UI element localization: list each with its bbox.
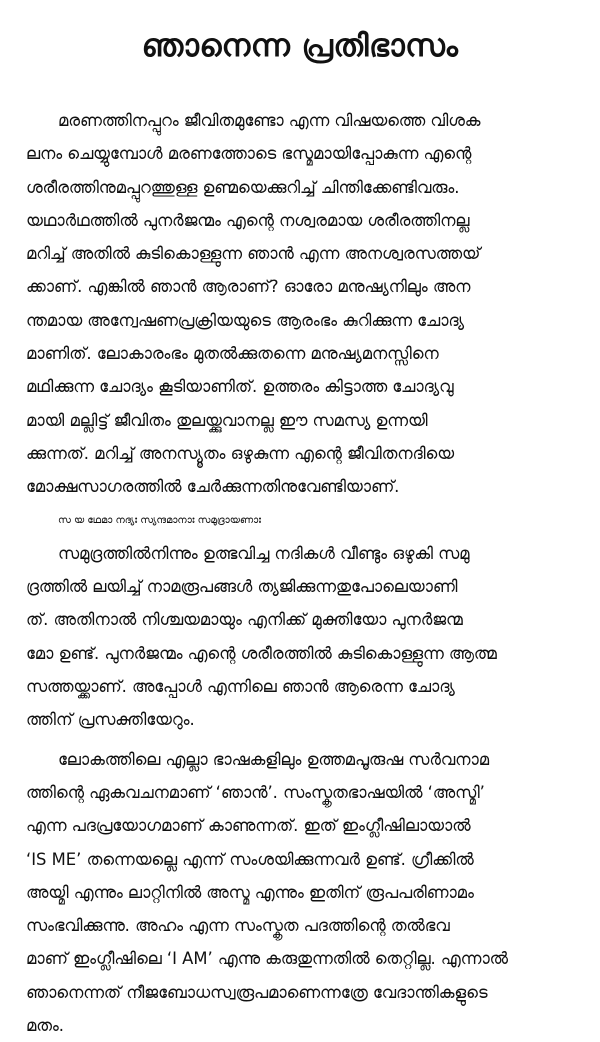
text-line: സത്തയ്ക്കാണ്. അപ്പോൾ എന്നിലെ ഞാൻ ആരെന്ന ചോദ്യ bbox=[26, 677, 455, 697]
text-line: ത്. അതിനാൽ നിശ്ചയമായും എനിക്ക് മുക്തിയോ പുനർജന്മ bbox=[26, 610, 463, 630]
paragraph-2 bbox=[26, 537, 574, 737]
text-line: ത്തിന് പ്രസക്തിയേറും. bbox=[26, 710, 195, 730]
text-line: മോക്ഷസാഗരത്തിൽ ചേർക്കുന്നതിനുവേണ്ടിയാണ്. bbox=[26, 477, 400, 497]
text-line: മാണിത്. ലോകാരംഭം മുതൽക്കുതന്നെ മനുഷ്യമനസ്സിനെ bbox=[26, 344, 439, 364]
text-line: അയ്മി എന്നും ലാറ്റിനിൽ അസ്മ എന്നും ഇതിന് രൂപപരിണാമം bbox=[26, 882, 474, 902]
text-line: ദ്രത്തിൽ ലയിച്ച് നാമരൂപങ്ങൾ ത്യജിക്കുന്നതുപോലെയാണി bbox=[26, 577, 458, 597]
text-line: മറിച്ച് അതിൽ കുടികൊള്ളുന്ന ഞാൻ എന്ന അനശ്വരസത്തയ് bbox=[26, 244, 481, 264]
text-line: ലനം ചെയ്യുമ്പോൾ മരണത്തോടെ ഭസ്മമായിപ്പോകുന്ന എന്റെ bbox=[26, 144, 472, 164]
text-line: ‘IS ME’ തന്നെയല്ലെ എന്ന് സംശയിക്കുന്നവർ ഉണ്ട്. ഗ്രീക്കിൽ bbox=[26, 849, 474, 869]
article-body bbox=[26, 104, 574, 1042]
text-line: ഞാനെന്നത് നീജബോധസ്വരൂപമാണെന്നത്രേ വേദാന്തികളുടെ bbox=[26, 982, 488, 1002]
text-line: ന്തമായ അന്വേഷണപ്രക്രിയയുടെ ആരംഭം കുറിക്കുന്ന ചോദ്യ bbox=[26, 310, 465, 330]
text-line: മാണ് ഇംഗ്ലീഷിലെ ‘I AM’ എന്നു കരുതുന്നതിൽ തെറ്റില്ല. എന്നാൽ bbox=[26, 949, 508, 969]
text-line: യഥാർഥത്തിൽ പുനർജന്മം എന്റെ നശ്വരമായ ശരീരത്തിനല്ല bbox=[26, 210, 470, 230]
page-title: ഞാനെന്ന പ്രതിഭാസം bbox=[141, 28, 459, 64]
text-line: ക്കാണ്. എങ്കിൽ ഞാൻ ആരാണ്? ഓരോ മനുഷ്യനിലും അന bbox=[26, 277, 471, 297]
text-line: സമുദ്രത്തിൽനിന്നും ഉത്ഭവിച്ച നദികൾ വീണ്ടും ഒഴുകി സമു bbox=[58, 543, 470, 563]
text-line: മരണത്തിനപ്പുറം ജീവിതമുണ്ടോ എന്ന വിഷയത്തെ വിശക bbox=[58, 111, 481, 130]
text-line: മോ ഉണ്ട്. പുനർജന്മം എന്റെ ശരീരത്തിൽ കുടികൊള്ളുന്ന ആത്മ bbox=[26, 643, 497, 663]
paragraph-3 bbox=[26, 743, 574, 1042]
text-line: മതം. bbox=[26, 1016, 65, 1036]
text-line: സംഭവിക്കുന്നു. അഹം എന്ന സംസ്കൃത പദത്തിന്റെ തൽഭവ bbox=[26, 916, 450, 936]
text-line: ലോകത്തിലെ എല്ലാ ഭാഷകളിലും ഉത്തമപൂരുഷ സർവനാമ bbox=[58, 749, 489, 769]
text-line: എന്ന പദപ്രയോഗമാണ് കാണുന്നത്. ഇത് ഇംഗ്ലീഷിലായാൽ bbox=[26, 816, 471, 836]
text-line: മഥിക്കുന്ന ചോദ്യം കൂടിയാണിത്. ഉത്തരം കിട്ടാത്ത ചോദ്യവു bbox=[26, 377, 454, 397]
text-line: ത്തിന്റെ ഏകവചനമാണ് ‘ഞാൻ’. സംസ്കൃതഭാഷയിൽ ‘അസ്മി’ bbox=[26, 782, 485, 802]
text-line: മായി മല്ലിട്ട് ജീവിതം തുലയ്ക്കുവാനല്ല ഈ സമസ്യ ഉന്നയി bbox=[26, 410, 428, 430]
sanskrit-verse: സ യ ഥേമാ നദ്യഃ സ്യന്ദമാനാഃ സമുദ്രായണാഃ bbox=[58, 514, 261, 526]
text-line: ക്കുന്നത്. മറിച്ച് അനസ്യൂതം ഒഴുകുന്ന എന്റെ ജീവിതനദിയെ bbox=[26, 443, 454, 463]
text-line: ശരീരത്തിനുമപ്പുറത്തുള്ള ഉണ്മയെക്കുറിച്ച് ചിന്തിക്കേണ്ടിവരും. bbox=[26, 177, 460, 197]
paragraph-1 bbox=[26, 104, 574, 504]
